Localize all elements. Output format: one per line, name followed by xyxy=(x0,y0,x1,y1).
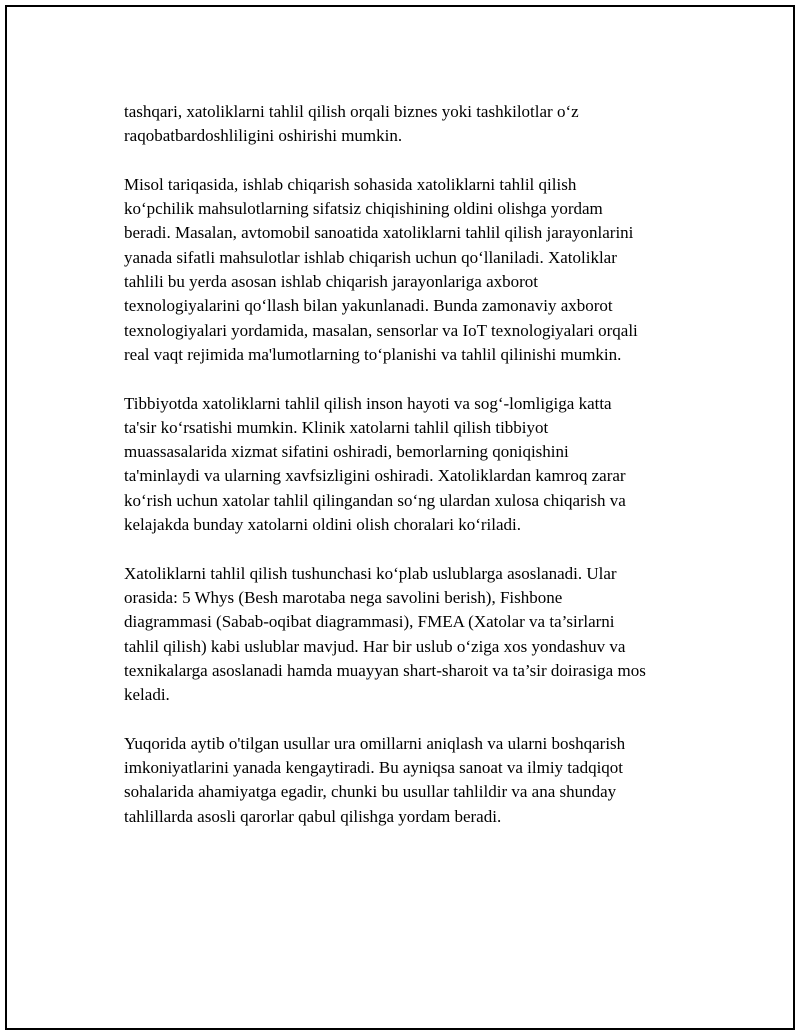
text-line: tahlil qilish) kabi uslublar mavjud. Har bir uslub o‘ziga xos yondashuv va xyxy=(124,636,626,656)
text-line: raqobatbardoshliligini oshirishi mumkin. xyxy=(124,126,403,146)
text-line: keladi. xyxy=(124,685,170,705)
text-line: ko‘pchilik mahsulotlarning sifatsiz chiqishining oldini olishga yordam xyxy=(124,199,603,219)
text-line: ta'sir ko‘rsatishi mumkin. Klinik xatolarni tahlil qilish tibbiyot xyxy=(124,417,549,437)
text-line: diagrammasi (Sabab-oqibat diagrammasi), FMEA (Xatolar va ta’sirlarni xyxy=(124,612,615,632)
text-line: Yuqorida aytib o'tilgan usullar ura omillarni aniqlash va ularni boshqarish xyxy=(124,733,626,753)
text-line: ko‘rish uchun xatolar tahlil qilingandan so‘ng ulardan xulosa chiqarish va xyxy=(124,490,626,510)
text-line: imkoniyatlarini yanada kengaytiradi. Bu ayniqsa sanoat va ilmiy tadqiqot xyxy=(124,758,624,778)
text-line: sohalarida ahamiyatga egadir, chunki bu usullar tahlildir va ana shunday xyxy=(124,782,617,802)
text-line: tahlillarda asosli qarorlar qabul qilishga yordam beradi. xyxy=(124,806,502,826)
text-line: Misol tariqasida, ishlab chiqarish sohasida xatoliklarni tahlil qilish xyxy=(124,174,577,194)
text-line: muassasalarida xizmat sifatini oshiradi, bemorlarning qoniqishini xyxy=(124,442,569,462)
text-line: yanada sifatli mahsulotlar ishlab chiqarish uchun qo‘llaniladi. Xatoliklar xyxy=(124,247,617,267)
paragraph-2 xyxy=(124,173,704,367)
text-line: texnologiyalari yordamida, masalan, sensorlar va IoT texnologiyalari orqali xyxy=(124,320,638,340)
text-line: tashqari, xatoliklarni tahlil qilish orqali biznes yoki tashkilotlar o‘z xyxy=(124,102,579,121)
text-line: kelajakda bunday xatolarni oldini olish choralari ko‘riladi. xyxy=(124,515,522,535)
text-line: texnikalarga asoslanadi hamda muayyan shart-sharoit va ta’sir doirasiga mos xyxy=(124,660,646,680)
text-line: ta'minlaydi va ularning xavfsizligini oshiradi. Xatoliklardan kamroq zarar xyxy=(124,466,626,486)
page-body xyxy=(124,100,704,853)
paragraph-1 xyxy=(124,100,704,149)
page-frame xyxy=(5,5,795,1030)
paragraph-3 xyxy=(124,392,704,538)
paragraph-5 xyxy=(124,732,704,829)
text-line: real vaqt rejimida ma'lumotlarning to‘planishi va tahlil qilinishi mumkin. xyxy=(124,344,622,364)
text-line: Tibbiyotda xatoliklarni tahlil qilish inson hayoti va sog‘-lomligiga katta xyxy=(124,393,612,413)
text-line: beradi. Masalan, avtomobil sanoatida xatoliklarni tahlil qilish jarayonlarini xyxy=(124,223,634,243)
text-line: texnologiyalarini qo‘llash bilan yakunlanadi. Bunda zamonaviy axborot xyxy=(124,296,613,316)
text-line: Xatoliklarni tahlil qilish tushunchasi ko‘plab uslublarga asoslanadi. Ular xyxy=(124,563,617,583)
text-line: tahlili bu yerda asosan ishlab chiqarish jarayonlariga axborot xyxy=(124,272,539,292)
text-line: orasida: 5 Whys (Besh marotaba nega savolini berish), Fishbone xyxy=(124,587,563,607)
paragraph-4 xyxy=(124,562,704,708)
